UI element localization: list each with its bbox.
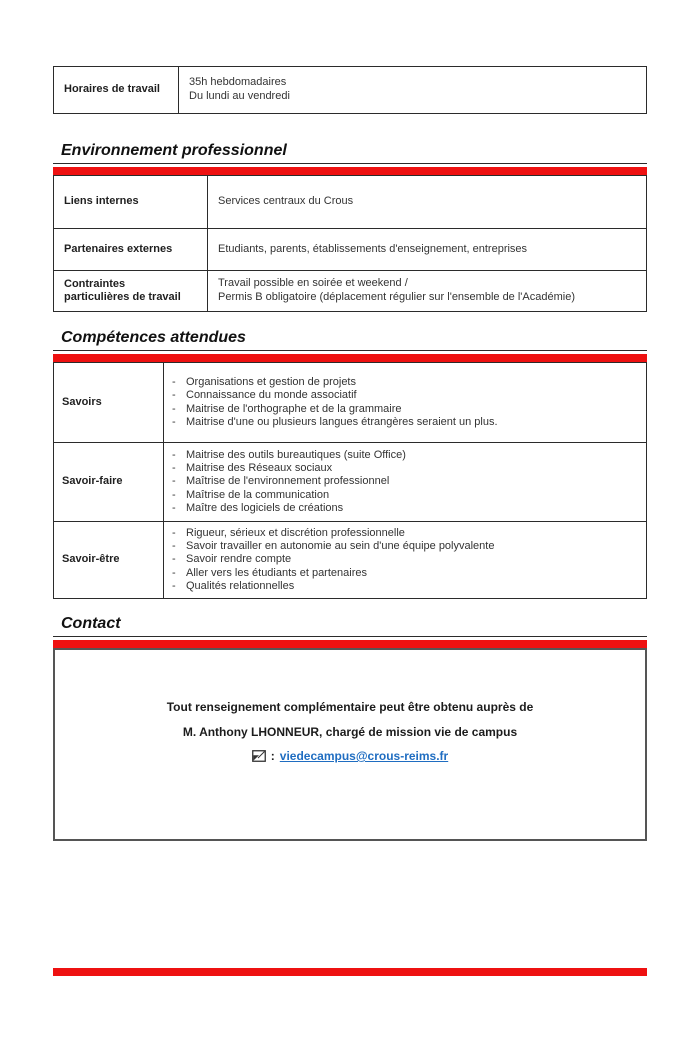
table-row xyxy=(54,442,646,521)
bullet-text: Savoir rendre compte xyxy=(186,553,292,566)
environnement-table xyxy=(53,175,647,312)
bullet-text: Qualités relationnelles xyxy=(186,579,295,592)
row-label-text: Horaires de travail xyxy=(64,83,160,96)
bullet-text: Organisations et gestion de projets xyxy=(186,376,356,389)
dash-marker xyxy=(164,449,186,462)
table-row xyxy=(54,270,646,311)
row-label xyxy=(54,176,208,228)
envelope-icon xyxy=(252,750,266,762)
bullet-item xyxy=(164,553,638,566)
row-value xyxy=(164,443,646,521)
value-line: Services centraux du Crous xyxy=(218,195,354,208)
row-value xyxy=(208,176,646,228)
bullet-text: Savoir travailler en autonomie au sein d'une équipe polyvalente xyxy=(186,540,495,553)
dash-marker xyxy=(164,403,186,416)
row-label xyxy=(54,271,208,311)
dash-marker xyxy=(164,376,186,389)
bullet-item xyxy=(164,416,638,429)
section-title-contact: Contact xyxy=(53,615,647,637)
dash-marker xyxy=(164,580,186,593)
bullet-text: Connaissance du monde associatif xyxy=(186,389,357,402)
row-label-text: Liens internes xyxy=(64,195,139,208)
bullet-item xyxy=(164,527,638,540)
table-row xyxy=(54,228,646,270)
value-line: Permis B obligatoire (déplacement régulier sur l'ensemble de l'Académie) xyxy=(218,291,575,303)
bullet-item xyxy=(164,475,638,488)
bullet-text: Maitrise des Réseaux sociaux xyxy=(186,462,333,475)
table-row xyxy=(54,67,646,113)
bullet-item xyxy=(164,462,638,475)
competences-table xyxy=(53,362,647,599)
bullet-text: Maître des logiciels de créations xyxy=(186,501,344,514)
red-divider xyxy=(53,354,647,362)
row-value xyxy=(179,67,646,113)
document-page xyxy=(53,66,647,976)
row-label xyxy=(54,443,164,521)
contact-box xyxy=(53,648,647,841)
bullet-text: Maîtrise de la communication xyxy=(186,488,330,501)
dash-marker xyxy=(164,540,186,553)
row-value xyxy=(208,271,646,311)
email-separator: : xyxy=(270,749,275,763)
dash-marker xyxy=(164,462,186,475)
value-line: Etudiants, parents, établissements d'enseignement, entreprises xyxy=(218,242,528,255)
bullet-item xyxy=(164,489,638,502)
row-label xyxy=(54,229,208,270)
bullet-item xyxy=(164,403,638,416)
row-label-line: Contraintes xyxy=(64,277,126,290)
dash-marker xyxy=(164,527,186,540)
table-row xyxy=(54,521,646,598)
row-label-line: particulières de travail xyxy=(64,291,181,303)
bullet-text: Aller vers les étudiants et partenaires xyxy=(186,566,367,579)
value-line: Du lundi au vendredi xyxy=(189,90,290,102)
value-line: Travail possible en soirée et weekend / xyxy=(218,277,408,290)
bullet-item xyxy=(164,567,638,580)
row-label-text: Savoirs xyxy=(62,395,102,408)
bullet-text: Rigueur, sérieux et discrétion professionnelle xyxy=(186,526,405,539)
bullet-text: Maîtrise de l'environnement professionnel xyxy=(186,475,390,488)
email-link[interactable]: viedecampus@crous-reims.fr xyxy=(279,749,449,763)
row-label xyxy=(54,522,164,598)
dash-marker xyxy=(164,553,186,566)
contact-email-line xyxy=(55,739,645,763)
dash-marker xyxy=(164,502,186,515)
row-value xyxy=(164,363,646,442)
table-row xyxy=(54,363,646,442)
footer-red-bar xyxy=(53,968,647,976)
table-row xyxy=(54,176,646,228)
row-label xyxy=(54,363,164,442)
dash-marker xyxy=(164,489,186,502)
row-label-text: Partenaires externes xyxy=(64,242,173,255)
bullet-text: Maitrise d'une ou plusieurs langues étrangères seraient un plus. xyxy=(186,415,498,428)
bullet-text: Maitrise des outils bureautiques (suite Office) xyxy=(186,448,406,461)
section-title-environnement: Environnement professionnel xyxy=(53,142,647,164)
row-label xyxy=(54,67,179,113)
bullet-item xyxy=(164,376,638,389)
dash-marker xyxy=(164,389,186,402)
row-label-text: Savoir-être xyxy=(62,553,120,566)
bullet-text: Maitrise de l'orthographe et de la grammaire xyxy=(186,402,402,415)
red-divider xyxy=(53,640,647,648)
row-label-text: Savoir-faire xyxy=(62,475,123,488)
contact-line-2: M. Anthony LHONNEUR, chargé de mission vie de campus xyxy=(182,725,518,739)
contact-line-1: Tout renseignement complémentaire peut être obtenu auprès de xyxy=(166,700,534,714)
value-line: 35h hebdomadaires xyxy=(189,76,287,89)
dash-marker xyxy=(164,567,186,580)
dash-marker xyxy=(164,475,186,488)
row-value xyxy=(164,522,646,598)
row-value xyxy=(208,229,646,270)
bullet-item xyxy=(164,502,638,515)
horaires-table xyxy=(53,66,647,114)
red-divider xyxy=(53,167,647,175)
bullet-item xyxy=(164,540,638,553)
bullet-item xyxy=(164,389,638,402)
section-title-competences: Compétences attendues xyxy=(53,329,647,351)
dash-marker xyxy=(164,416,186,429)
bullet-item xyxy=(164,449,638,462)
bullet-item xyxy=(164,580,638,593)
